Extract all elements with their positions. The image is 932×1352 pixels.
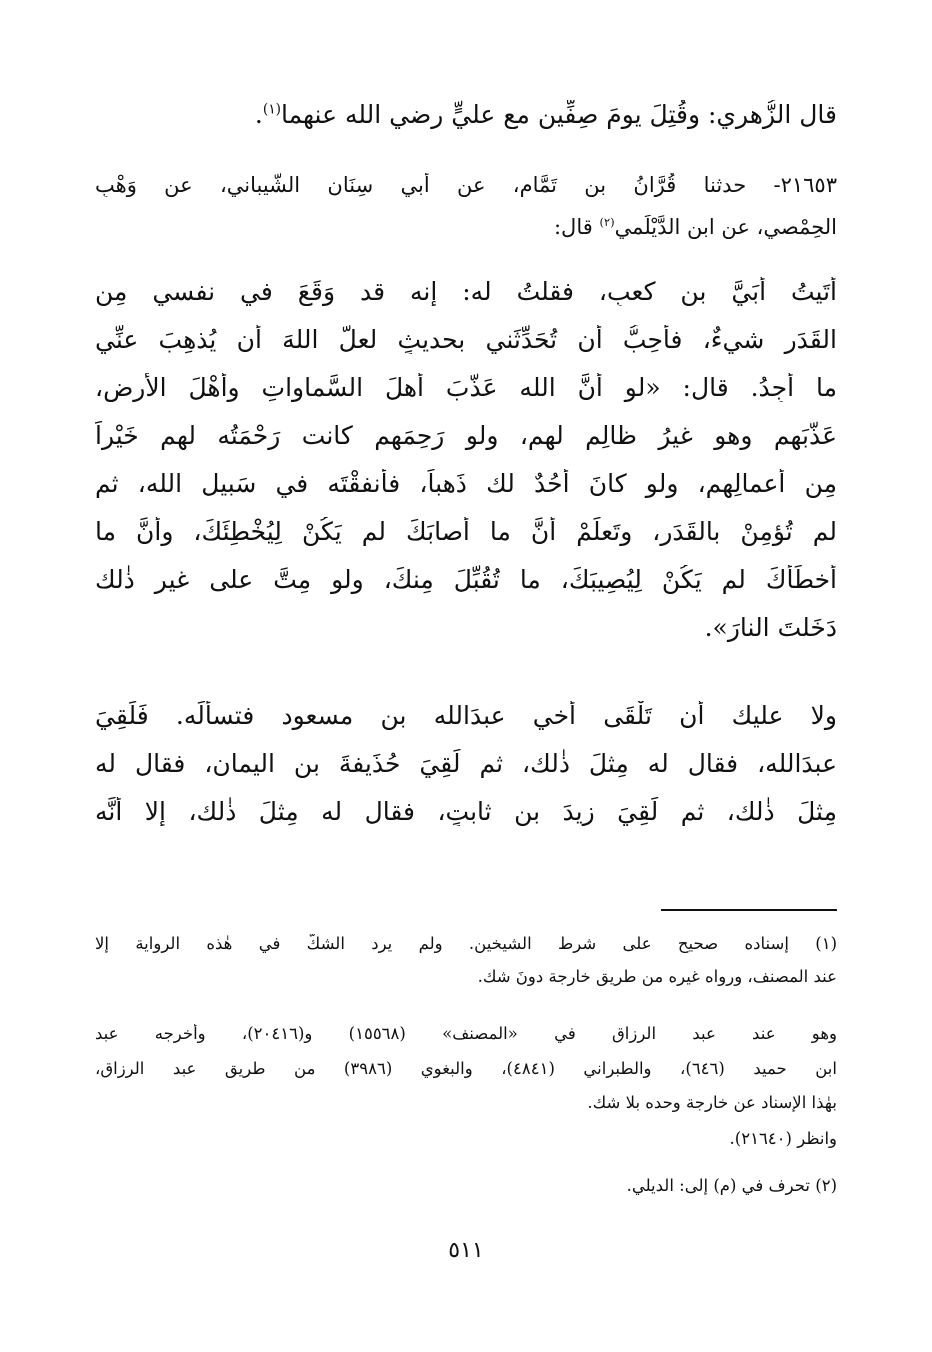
footnote-ref-2: (٢)	[599, 215, 615, 229]
body-line: دَخَلتَ النارَ».	[704, 613, 837, 642]
footnote-separator	[661, 909, 837, 911]
footnote-line: عند المصنف، ورواه غيره من طريق خارجة دونَ شك.	[477, 967, 837, 986]
footnote-line: ابن حميد (٦٤٦)، والطبراني (٤٨٤١)، والبغوي (٣٩٨٦) من طريق عبد الرزاق،	[95, 1059, 837, 1078]
hadith-header-line-1: ٢١٦٥٣- حدثنا قُرَّانُ بن تَمَّام، عن أبي سِنَان الشَّيباني، عن وَهْبٍ	[95, 173, 837, 197]
body-line: ما أَجِدُ. قال: «لو أَنَّ الله عَذَّبَ أَهلَ السَّماواتِ وأَهْلَ الأرضِ،	[95, 373, 837, 402]
footnote-line: (١) إسناده صحيح على شرط الشيخين. ولم يرد الشكُّ في هٰذه الرواية إلا	[95, 934, 837, 953]
body-line: مِثلَ ذٰلك، ثم لَقِيَ زيدَ بن ثابتٍ، فقال له مِثلَ ذٰلك، إلا أَنَّه	[95, 797, 837, 826]
body-line: عبدَالله، فقال له مِثلَ ذٰلك، ثم لَقِيَ حُذَيفةَ بن اليمان، فقال له	[95, 749, 837, 778]
footnote-ref-1: (١)	[262, 101, 281, 118]
body-line: ولا عليك أن تَلْقَى أَخي عبدَالله بن مسعود فتسأَلَه. فَلَقِيَ	[95, 701, 837, 730]
opening-line: قال الزُّهري: وقُتِلَ يومَ صِفِّين مع عليٍّ رضي الله عنهما$^{(١)}$.	[254, 100, 837, 129]
footnote-line: وانظر (٢١٦٤٠).	[729, 1129, 837, 1148]
footnote-line: (٢) تحرف في (م) إلى: الديلي.	[626, 1176, 837, 1195]
hadith-header-line-2: الحِمْصي، عن ابن الدَّيْلَمي$^{(٢)}$ قال:	[553, 215, 837, 239]
page-number: ٥١١	[448, 1238, 484, 1263]
body-line: أَتَيتُ أُبَيَّ بن كعبٍ، فقلتُ له: إنه قد وَقَعَ في نفسي مِن	[95, 277, 837, 306]
body-line: القَدَرِ شيءٌ، فأُحِبُّ أن تُحَدِّثَني بحديثٍ لعلَّ اللهَ أن يُذهِبَ عنِّي	[95, 325, 837, 354]
footnote-line: وهو عند عبد الرزاق في «المصنف» (١٥٥٦٨) و(٢٠٤١٦)، وأخرجه عبد	[95, 1024, 837, 1043]
footnote-line: بهٰذا الإسناد عن خارجة وحده بلا شك.	[587, 1093, 837, 1112]
body-line: لم تُؤمِنْ بالقَدَرِ، وتَعلَمْ أَنَّ ما أَصابَكَ لم يَكُنْ لِيُخْطِئَكَ، وأَنَّ ما	[95, 517, 837, 546]
body-line: أَخطَأَكَ لم يَكُنْ لِيُصِيبَكَ، ما تُقُبِّلَ مِنكَ، ولو مِتَّ على غيرِ ذٰلك	[95, 565, 837, 594]
body-line: عَذَّبَهم وهو غيرُ ظالِمٍ لهم، ولو رَحِمَهم كانت رَحْمَتُه لهم خَيْراً	[95, 421, 837, 450]
body-line: مِن أَعمالِهم، ولو كانَ أُحُدٌ لك ذَهباً، فأنفقْتَه في سَبيلِ الله، ثم	[95, 469, 837, 498]
